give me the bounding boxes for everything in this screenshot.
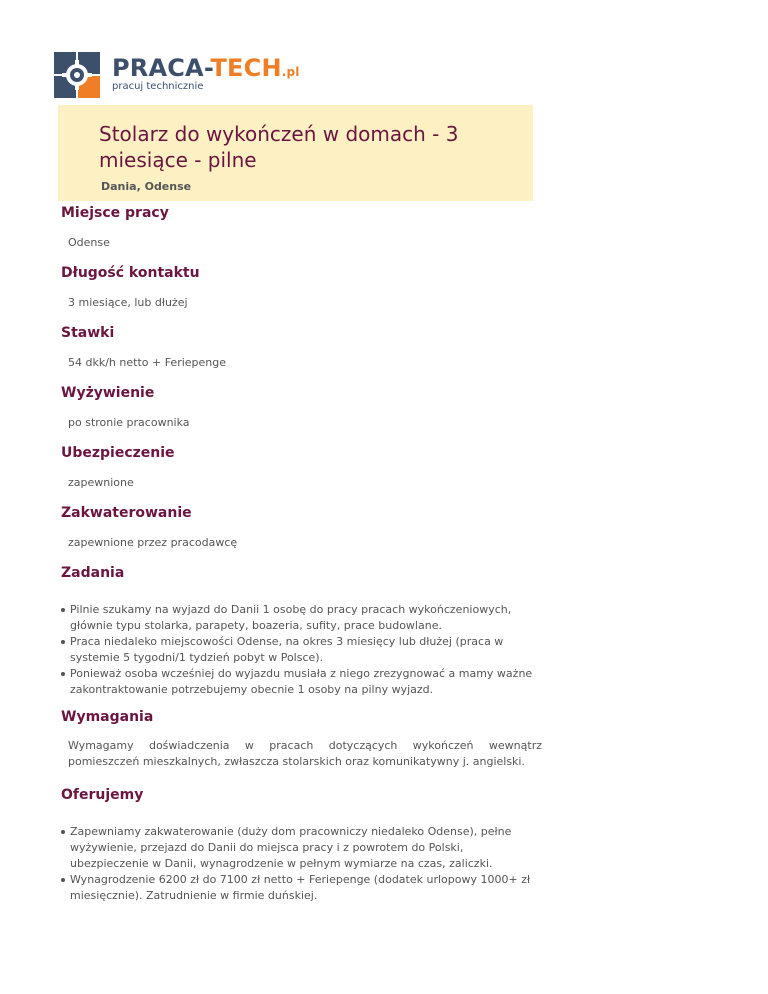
job-details <box>61 203 541 904</box>
job-title: Stolarz do wykończeń w domach - 3 miesiące - pilne <box>99 122 459 172</box>
section-place <box>61 203 541 251</box>
section-heading: Wyżywienie <box>61 385 155 401</box>
place-value: Odense <box>68 236 110 249</box>
section-offer <box>61 785 541 904</box>
section-requirements <box>61 707 541 770</box>
section-heading: Wymagania <box>61 709 154 725</box>
section-duration <box>61 263 541 311</box>
section-heading: Długość kontaktu <box>61 265 200 281</box>
logo-brand-tld: .pl <box>281 65 300 79</box>
logo-brand-main: PRACA- <box>112 54 211 82</box>
requirements-text: Wymagamy doświadczenia w pracach dotyczących wykończeń wewnątrz pomieszczeń mieszkalnych, zwłaszcza stolarskich oraz komunikatywny j. angielski. <box>68 739 542 768</box>
list-item: Ponieważ osoba wcześniej do wyjazdu musiała z niego zrezygnować a mamy ważne zakontraktowanie potrzebujemy obecnie 1 osoby na pilny wyjazd. <box>61 666 543 698</box>
section-heading: Stawki <box>61 325 115 341</box>
list-item: Pilnie szukamy na wyjazd do Danii 1 osobę do pracy pracach wykończeniowych, głównie typu stolarka, parapety, boazeria, sufity, prace budowlane. <box>61 602 543 634</box>
section-food <box>61 383 541 431</box>
logo-tagline: pracuj technicznie <box>112 81 204 92</box>
offer-list <box>61 824 541 904</box>
section-heading: Oferujemy <box>61 787 144 803</box>
section-heading: Zadania <box>61 565 125 581</box>
section-insurance <box>61 443 541 491</box>
tasks-list <box>61 602 541 698</box>
food-value: po stronie pracownika <box>68 416 190 429</box>
list-item: Praca niedaleko miejscowości Odense, na okres 3 miesięcy lub dłużej (praca w systemie 5 tygodni/1 tydzień pobyt w Polsce). <box>61 634 543 666</box>
job-location: Dania, Odense <box>101 180 192 193</box>
job-header <box>58 105 533 201</box>
section-heading: Ubezpieczenie <box>61 445 175 461</box>
insurance-value: zapewnione <box>68 476 134 489</box>
section-heading: Miejsce pracy <box>61 205 169 221</box>
site-logo[interactable] <box>54 52 300 98</box>
logo-brand-accent: TECH <box>210 54 282 82</box>
section-rates <box>61 323 541 371</box>
list-item: Wynagrodzenie 6200 zł do 7100 zł netto + Feriepenge (dodatek urlopowy 1000+ zł miesięcznie). Zatrudnienie w firmie duńskiej. <box>61 872 543 904</box>
section-tasks <box>61 563 541 698</box>
accommodation-value: zapewnione przez pracodawcę <box>68 536 238 549</box>
section-heading: Zakwaterowanie <box>61 505 192 521</box>
section-accommodation <box>61 503 541 551</box>
duration-value: 3 miesiące, lub dłużej <box>68 296 188 309</box>
gear-logo-icon <box>54 52 100 98</box>
list-item: Zapewniamy zakwaterowanie (duży dom pracowniczy niedaleko Odense), pełne wyżywienie, przejazd do Danii do miejsca pracy i z powrotem do Polski, ubezpieczenie w Danii, wynagrodzenie w pełnym wymiarze na czas, zaliczki. <box>61 824 543 872</box>
rates-value: 54 dkk/h netto + Feriepenge <box>68 356 227 369</box>
